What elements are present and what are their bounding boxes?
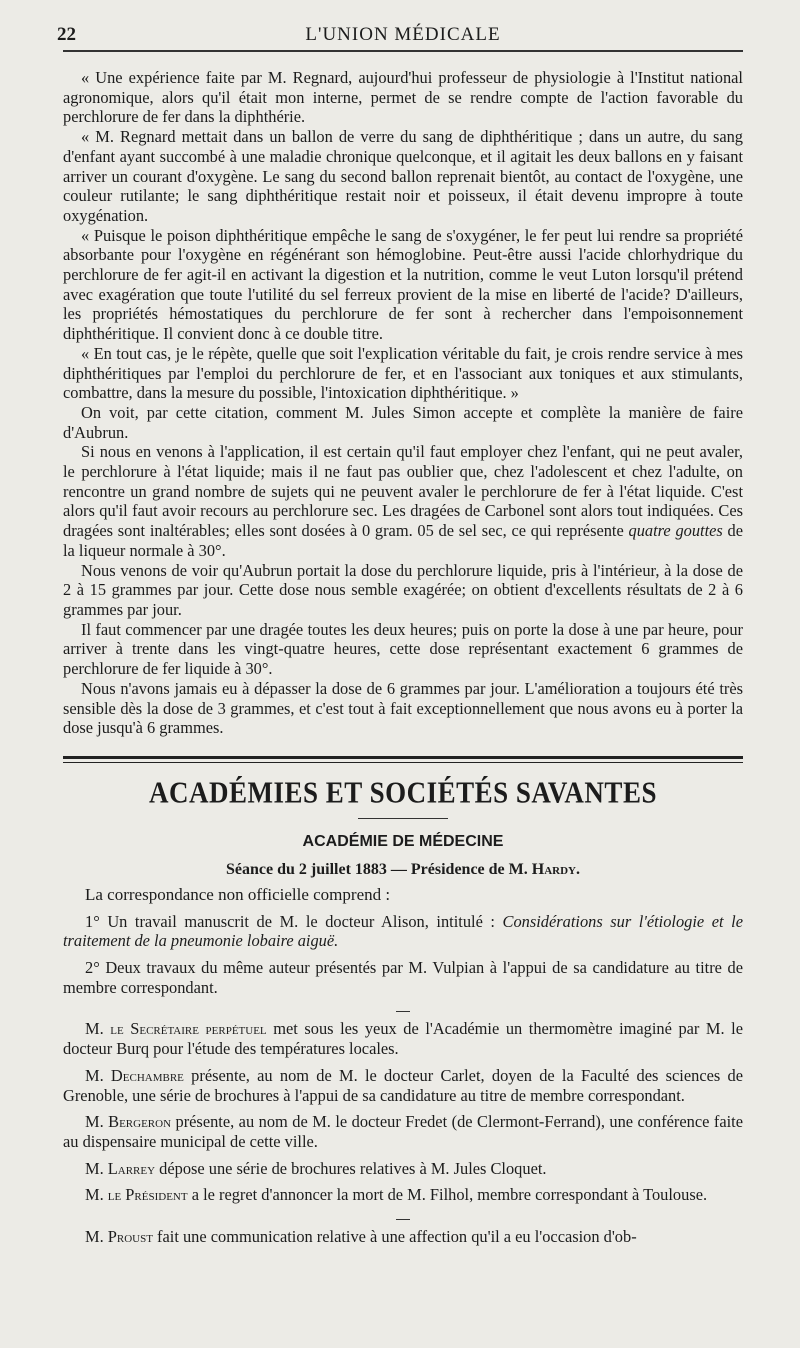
- announcement-text: met sous les yeux de l'Académie un thermomètre imaginé par M. le docteur Burq pour l'étude des températures locales.: [63, 1019, 744, 1059]
- body-paragraph: Nous venons de voir qu'Aubrun portait la dose du perchlorure liquide, pris à l'intérieur, à la dose de 2 à 15 grammes par jour. Cette dose nous semble exagérée; on obtient d'excellents résultats de 2 à 6 grammes par jour.: [63, 560, 743, 619]
- quote-paragraph: « Une expérience faite par M. Regnard, aujourd'hui professeur de physiologie à l'Institut national agronomique, alors qu'il était mon interne, permet de se rendre compte de l'action favorable du perchlorure de fer dans la diphthérie.: [63, 68, 743, 127]
- body-paragraph: On voit, par cette citation, comment M. Jules Simon accepte et complète la manière de faire d'Aubrun.: [63, 402, 743, 442]
- speaker-name: M. Dechambre: [85, 1065, 184, 1085]
- text-run: 1° Un travail manuscrit de M. le docteur Alison, intitulé :: [85, 911, 503, 931]
- thin-rule: [63, 762, 743, 763]
- thick-rule: [63, 756, 743, 759]
- session-suffix: .: [575, 860, 580, 878]
- speaker-name: M. le Président: [85, 1185, 188, 1205]
- announcement: [63, 1227, 743, 1247]
- announcement-text: présente, au nom de M. le docteur Fredet (de Clermont-Ferrand), une conférence faite au dispensaire municipal de cette ville.: [63, 1112, 743, 1151]
- emphasis-text: quatre gouttes: [628, 521, 723, 541]
- quote-paragraph: « Puisque le poison diphthéritique empêche le sang de s'oxygéner, le fer peut lui rendre sa propriété absorbante pour l'oxygène en régénérant son hémoglobine. Peut-être aussi l'acide chlorhydrique du perchlorure de fer agit-il en activant la digestion et la nutrition, comme le veut Luton lorsqu'il prétend avec exagération que toute l'utilité du sel ferreux provient de la mise en liberté de l'acide? D'ailleurs, les propriétés hémostatiques du perchlorure de fer sont à rechercher dans l'empoisonnement diphthéritique. Il convient donc à ce double titre.: [63, 225, 743, 344]
- correspondence-item: 2° Deux travaux du même auteur présentés par M. Vulpian à l'appui de sa candidature au titre de membre correspondant.: [63, 958, 743, 997]
- speaker-name: M. Bergeron: [85, 1112, 172, 1132]
- body-paragraph: Il faut commencer par une dragée toutes les deux heures; puis on porte la dose à une par heure, pour arriver à trente dans les vingt-quatre heures, cette dose représentant exactement 6 grammes de perchlorure de fer liquide à 30°.: [63, 619, 743, 679]
- speaker-name: M. Proust: [85, 1227, 153, 1247]
- announcement: [63, 1066, 743, 1105]
- announcement: [63, 1159, 743, 1179]
- work-title: Considérations sur l'étiologie et le traitement de la pneumonie lobaire aiguë.: [63, 911, 743, 951]
- announcement: [63, 1185, 743, 1205]
- title-rule: [358, 818, 448, 819]
- session-president: Hardy: [531, 860, 576, 878]
- separator-dash: [396, 1011, 410, 1012]
- separator-dash: [396, 1219, 410, 1220]
- section-divider: [63, 756, 743, 763]
- session-prefix: Séance du 2 juillet 1883 — Présidence de M.: [226, 860, 532, 878]
- speaker-name: M. Larrey: [85, 1158, 156, 1178]
- quote-paragraph: « En tout cas, je le répète, quelle que soit l'explication véritable du fait, je crois rendre service à mes diphthéritiques par l'emploi du perchlorure de fer, et en l'associant aux toniques et aux stimulants, combattre, dans la mesure du possible, l'intoxication diphthéritique. »: [63, 343, 743, 403]
- announcement-text: a le regret d'annoncer la mort de M. Filhol, membre correspondant à Toulouse.: [187, 1185, 708, 1205]
- section-title: ACADÉMIES ET SOCIÉTÉS SAVANTES: [149, 774, 657, 810]
- running-head: L'UNION MÉDICALE: [305, 24, 501, 45]
- quote-paragraph: « M. Regnard mettait dans un ballon de verre du sang de diphthéritique ; dans un autre, du sang d'enfant ayant succombé à une maladie chronique quelconque, et il agitait les deux ballons en y faisant arriver un courant d'oxygène. Le sang du second ballon reprenait bientôt, au contact de l'oxygène, une couleur rutilante; le sang diphthéritique restait noir et poisseux, il était devenu impropre à toute oxygénation.: [63, 127, 743, 225]
- page-number: 22: [57, 24, 76, 45]
- article-continuation: [63, 68, 743, 738]
- speaker-name: M. le Secrétaire perpétuel: [85, 1019, 267, 1039]
- announcement: [63, 1019, 743, 1058]
- text-run: de la liqueur normale à 30°.: [63, 521, 744, 560]
- body-paragraph: [63, 442, 743, 560]
- announcement-text: fait une communication relative à une affection qu'il a eu l'occasion d'ob-: [152, 1227, 637, 1247]
- text-run: Si nous en venons à l'application, il est certain qu'il faut employer chez l'enfant, qui ne peut avaler, le perchlorure à l'état liquide; mais il ne faut pas oublier que, chez l'adolescent et chez l'adulte, on rencontre un grand nombre de sujets qui ne peuvent avaler le perchlorure de fer à l'état liquide. C'est alors qu'il faut avoir recours au perchlorure sec. Les dragées de Carbonel sont alors tout indiquées. Ces dragées sont inaltérables; elles sont dosées à 0 gram. 05 de sel sec, ce qui représente: [63, 442, 743, 541]
- academy-title: ACADÉMIE DE MÉDECINE: [302, 832, 504, 850]
- announcement-text: dépose une série de brochures relatives à M. Jules Cloquet.: [155, 1158, 547, 1178]
- announcement-text: présente, au nom de M. le docteur Carlet, doyen de la Faculté des sciences de Grenoble, une série de brochures à l'appui de sa candidature au titre de membre correspondant.: [63, 1065, 743, 1105]
- session-line: [63, 861, 743, 879]
- correspondence-item: [63, 912, 743, 951]
- body-paragraph: Nous n'avons jamais eu à dépasser la dose de 6 grammes par jour. L'amélioration a toujours été très sensible dès la dose de 3 grammes, et c'est tout à fait exceptionnellement que nous avons eu à porter la dose jusqu'à 6 grammes.: [63, 678, 743, 738]
- announcement: [63, 1112, 743, 1151]
- correspondence-intro: La correspondance non officielle comprend :: [85, 884, 391, 904]
- page-header: [57, 0, 743, 52]
